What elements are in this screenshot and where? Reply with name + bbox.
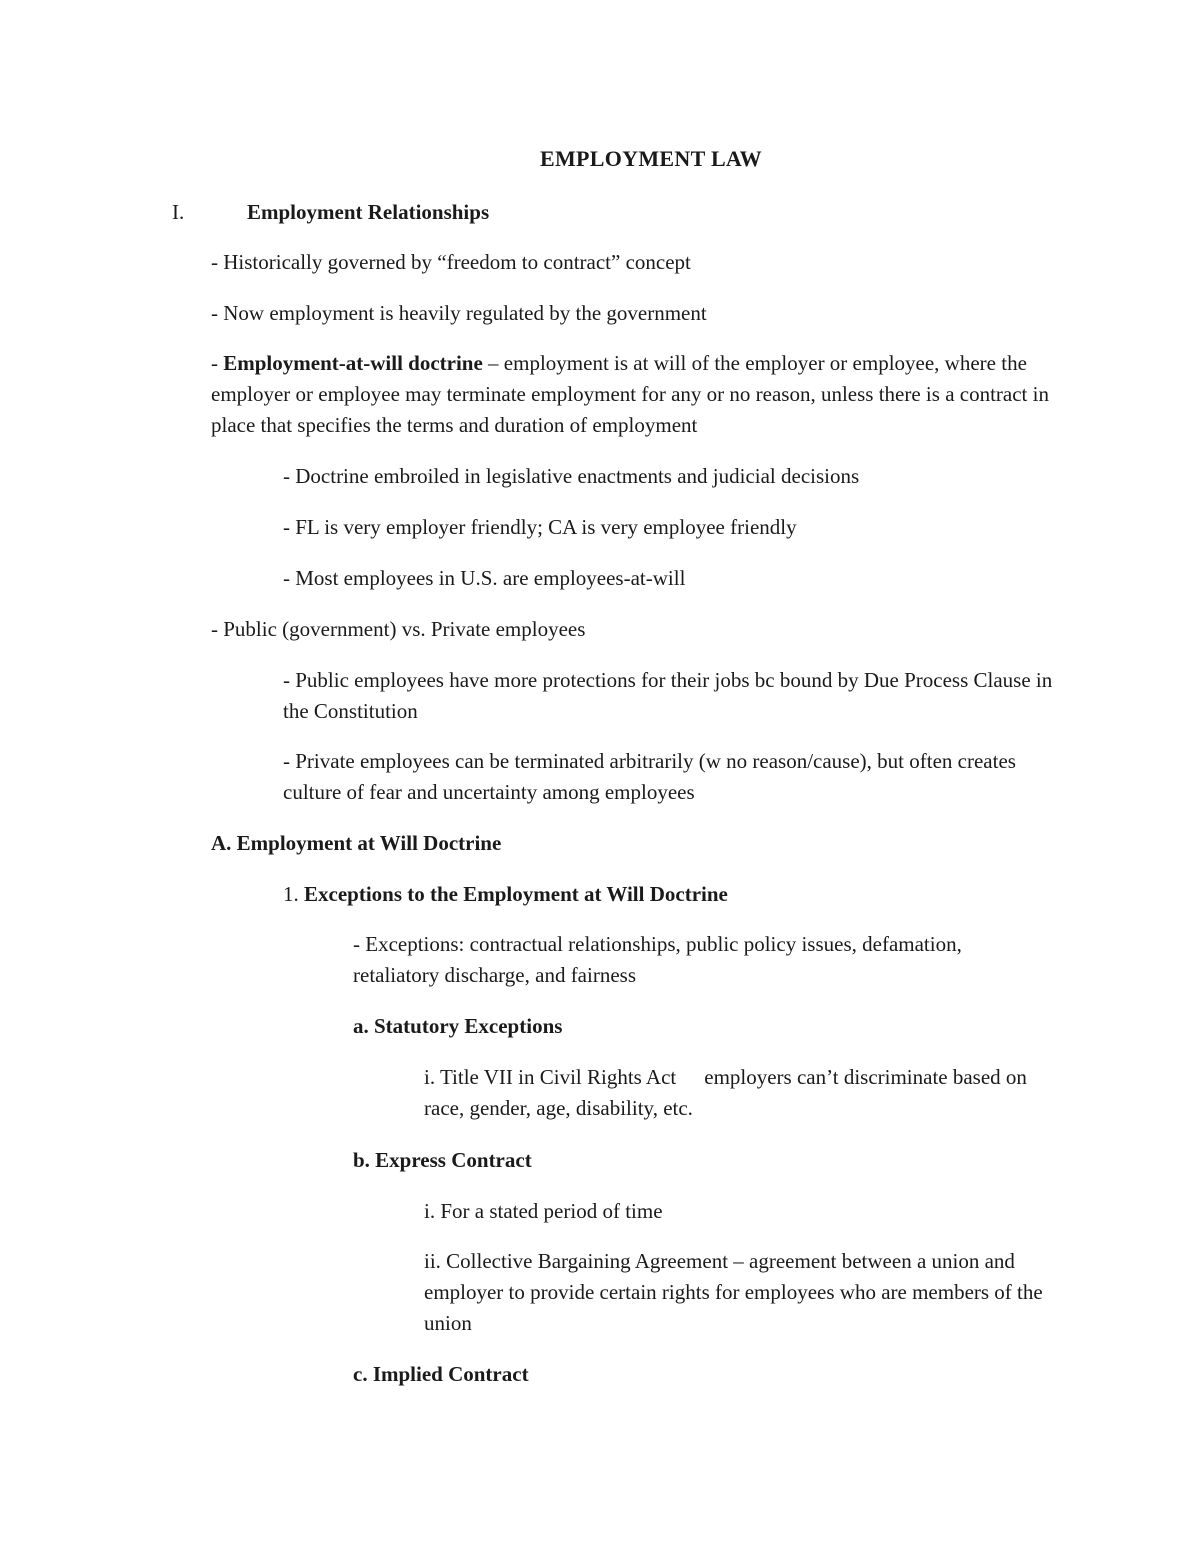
- subsection-express-contract: b. Express Contract: [353, 1148, 532, 1172]
- paragraph-stated-period: i. For a stated period of time: [424, 1199, 663, 1223]
- paragraph-title-vii: [424, 1062, 1034, 1124]
- paragraph-historically: - Historically governed by “freedom to contract” concept: [211, 250, 691, 274]
- paragraph-at-will-doctrine: [211, 348, 1061, 441]
- subsection-statutory-exceptions: a. Statutory Exceptions: [353, 1014, 563, 1038]
- subsection-a-heading: A. Employment at Will Doctrine: [211, 831, 502, 855]
- paragraph-public-employees: - Public employees have more protections for their jobs bc bound by Due Process Clause in the Constitution: [283, 668, 1053, 723]
- document-title: EMPLOYMENT LAW: [540, 146, 762, 171]
- paragraph-fl-ca: - FL is very employer friendly; CA is very employee friendly: [283, 515, 797, 539]
- paragraph-now-regulated: - Now employment is heavily regulated by the government: [211, 301, 707, 325]
- item-1-heading: [283, 879, 1073, 910]
- paragraph-doctrine-embroiled: - Doctrine embroiled in legislative enactments and judicial decisions: [283, 464, 860, 488]
- paragraph-public-private: - Public (government) vs. Private employees: [211, 617, 586, 641]
- subsection-implied-contract: c. Implied Contract: [353, 1362, 529, 1386]
- section-number: I.: [172, 200, 185, 224]
- item-1-title: Exceptions to the Employment at Will Doctrine: [304, 882, 728, 906]
- definition-at-will-doctrine: – employment is at will of the employer or employee, where the employer or employee may terminate employment for any or no reason, unless there is a contract in place that specifies the terms and duration of employment: [211, 351, 1049, 437]
- paragraph-private-employees: - Private employees can be terminated arbitrarily (w no reason/cause), but often creates culture of fear and uncertainty among employees: [283, 749, 1016, 804]
- section-heading: Employment Relationships: [247, 200, 490, 224]
- paragraph-most-employees: - Most employees in U.S. are employees-at-will: [283, 566, 686, 590]
- term-at-will-doctrine: Employment-at-will doctrine: [223, 351, 483, 375]
- title-vii-text: employers can’t discriminate based on race, gender, age, disability, etc.: [424, 1065, 1027, 1120]
- dash-prefix: -: [211, 351, 224, 375]
- paragraph-collective-bargaining: ii. Collective Bargaining Agreement – agreement between a union and employer to provide certain rights for employees who are members of the union: [424, 1249, 1043, 1335]
- item-1-number: 1.: [283, 882, 304, 906]
- title-vii-label: i. Title VII in Civil Rights Act: [424, 1065, 677, 1089]
- paragraph-exceptions: - Exceptions: contractual relationships, public policy issues, defamation, retaliatory discharge, and fairness: [353, 932, 962, 987]
